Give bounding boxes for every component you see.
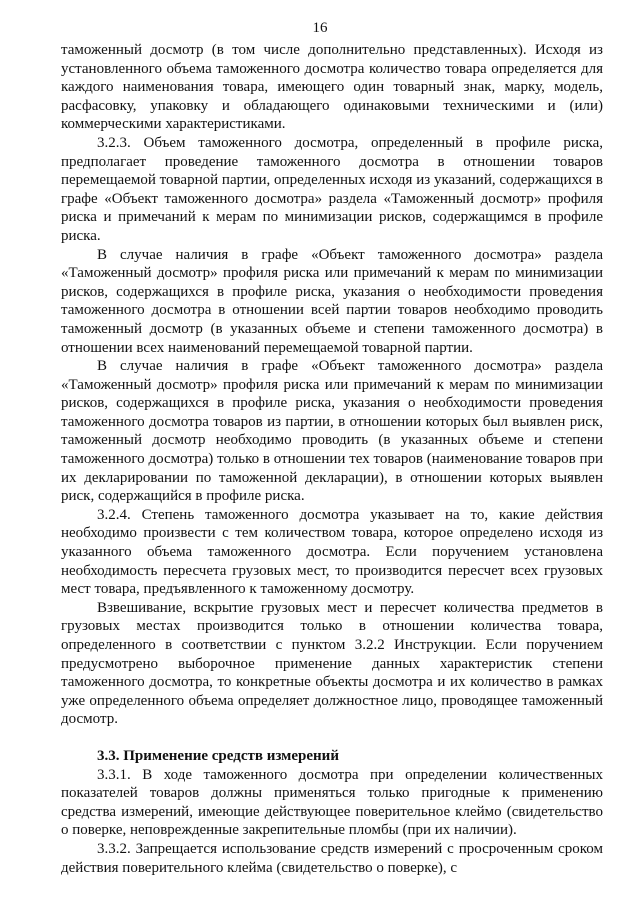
section-heading-3-3: 3.3. Применение средств измерений: [97, 747, 339, 764]
paragraph-continuation: таможенный досмотр (в том числе дополнительно представленных). Исходя из установленного объема таможенного досмотра количество товара определяется для каждого наименования товара, имеющего один товарный знак, марку, модель, расфасовку, упаковку и обладающего одинаковыми техническими и (или) коммерческими характеристиками.: [61, 42, 603, 133]
paragraph-3-3-1: 3.3.1. В ходе таможенного досмотра при определении количественных показателей товаров должны применяться только пригодные к применению средства измерений, имеющие действующее поверительное клеймо (свидетельство о поверке, неповрежденные закрепительные пломбы (при их наличии).: [61, 766, 603, 839]
document-body: [61, 41, 603, 877]
page-number: 16: [312, 20, 328, 36]
paragraph-risk-goods: В случае наличия в графе «Объект таможенного досмотра» раздела «Таможенный досмотр» профиля риска или примечаний к мерам по минимизации рисков, содержащихся в профиле риска, указания о необходимости проведения таможенного досмотра товаров из партии, в отношении которых был выявлен риск, таможенный досмотр необходимо проводить (в указанных объеме и степени таможенного досмотра) только в отношении тех товаров (наименование товаров при их декларировании по таможенной декларации), в отношении которых выявлен риск, содержащийся в профиле риска.: [61, 358, 603, 505]
paragraph-3-2-3: 3.2.3. Объем таможенного досмотра, определенный в профиле риска, предполагает проведение таможенного досмотра в отношении товаров перемещаемой товарной партии, определенных исходя из указаний, содержащихся в графе «Объект таможенного досмотра» раздела «Таможенный досмотр» профиля риска и примечаний к мерам по минимизации рисков, содержащимся в профиле риска.: [61, 134, 603, 244]
paragraph-3-2-4: 3.2.4. Степень таможенного досмотра указывает на то, какие действия необходимо произвести с тем количеством товара, которое определено исходя из указанного объема таможенного досмотра. Если поручением установлена необходимость пересчета грузовых мест, то производится пересчет всех грузовых мест товара, предъявленного к таможенному досмотру.: [61, 506, 603, 598]
paragraph-weighing: Взвешивание, вскрытие грузовых мест и пересчет количества предметов в грузовых местах производится только в отношении количества товара, определенного в соответствии с пунктом 3.2.2 Инструкции. Если поручением предусмотрено выборочное применение данных характеристик степени таможенного досмотра, то конкретные объекты досмотра и их количество в рамках уже определенного объема определяет должностное лицо, проводящее таможенный досмотр.: [61, 599, 603, 728]
paragraph-whole-consignment: В случае наличия в графе «Объект таможенного досмотра» раздела «Таможенный досмотр» профиля риска или примечаний к мерам по минимизации рисков, содержащихся в профиле риска, указания о необходимости проведения таможенного досмотра в отношении всей партии товаров необходимо проводить таможенный досмотр (в указанных объеме и степени таможенного досмотра) в отношении всех наименований перемещаемой товарной партии.: [61, 246, 603, 356]
paragraph-3-3-2: 3.3.2. Запрещается использование средств измерений с просроченным сроком действия поверительного клейма (свидетельство о поверке), с: [61, 840, 603, 876]
